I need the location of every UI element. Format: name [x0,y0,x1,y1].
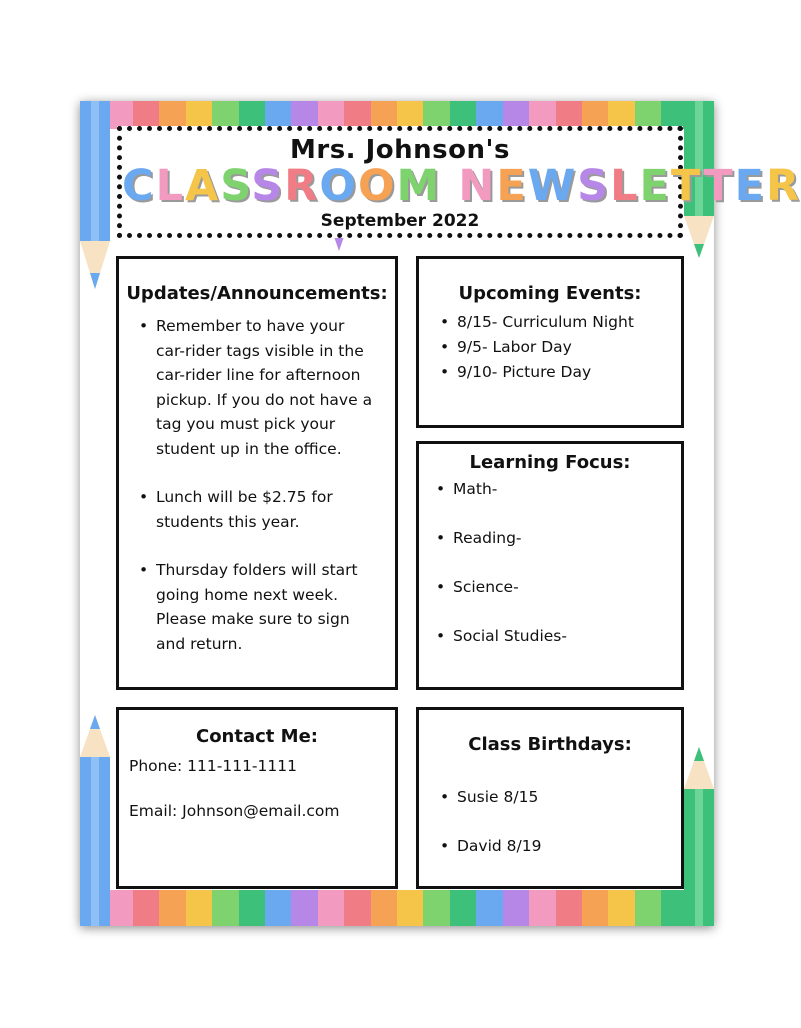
title-letter: O [357,161,397,211]
stripe [503,890,529,926]
newsletter-title [122,161,801,211]
list-item: • 9/10- Picture Day [457,360,681,385]
stripe [265,101,291,129]
stripe [450,101,476,129]
stripe [344,101,370,129]
stripe [529,890,555,926]
contact-box [116,707,398,889]
stripe [476,101,502,129]
title-letter: O [319,161,358,211]
rainbow-stripes-bottom [80,890,714,926]
title-letter: S [220,161,252,211]
list-item: • 9/5- Labor Day [457,335,681,360]
title-letter: L [155,161,185,211]
stripe [503,101,529,129]
updates-box [116,256,398,690]
title-letter: E [639,161,671,211]
stripe [450,890,476,926]
blue-pencil-left-bottom-icon [80,715,110,926]
stripe [608,101,634,129]
title-letter: S [577,161,611,211]
stripe [239,890,265,926]
title-letter: T [703,161,735,211]
green-pencil-right-bottom-icon [684,747,714,926]
newsletter-header [117,126,801,238]
list-item: • David 8/19 [457,834,681,858]
stripe [106,890,132,926]
stripe [291,890,317,926]
stripe [344,890,370,926]
list-item: • Math- [453,477,681,501]
stripe [133,890,159,926]
contact-heading: Contact Me: [195,726,318,747]
list-item: • Social Studies- [453,624,681,648]
stripe [608,890,634,926]
stripe [423,101,449,129]
title-letter: C [122,161,156,211]
title-letter: S [251,161,285,211]
stripe [106,101,132,129]
stripe [212,890,238,926]
title-letter: L [610,161,640,211]
focus-heading: Learning Focus: [469,452,631,473]
stripe [423,890,449,926]
list-item: • Susie 8/15 [457,785,681,809]
stripe [397,101,423,129]
title-letter: R [765,161,801,211]
birthdays-heading: Class Birthdays: [468,734,632,755]
stripe [635,101,661,129]
stripe [556,890,582,926]
list-item: • Science- [453,575,681,599]
stripe [397,890,423,926]
stripe [318,101,344,129]
stripe [476,890,502,926]
stripe [371,890,397,926]
stripe [265,890,291,926]
title-letter: T [670,161,704,211]
list-item: • Remember to have your car-rider tags visible in the car-rider line for afternoon pickup. If you do not have a tag you must pick your student up in the office. [156,314,377,461]
stripe [318,890,344,926]
stripe [529,101,555,129]
contact-phone: Phone: 111-111-1111 [129,757,297,775]
stripe [186,101,212,129]
stripe [556,101,582,129]
rainbow-stripes-top [80,101,714,129]
stripe [371,101,397,129]
newsletter-page [80,101,801,926]
events-heading: Upcoming Events: [458,283,642,304]
list-item: • Thursday folders will start going home next week. Please make sure to sign and return. [156,558,377,656]
title-letter: R [284,161,320,211]
events-box [416,256,684,428]
stripe [582,890,608,926]
focus-box [416,441,684,690]
list-item: • Lunch will be $2.75 for students this year. [156,485,377,534]
stripe [186,890,212,926]
title-letter: E [734,161,766,211]
title-letter: W [527,161,578,211]
stripe [212,101,238,129]
title-letter: M [396,161,442,211]
blue-pencil-icon [80,101,110,291]
stripe [239,101,265,129]
stripe [291,101,317,129]
stripe [133,101,159,129]
contact-email: Email: Johnson@email.com [129,802,340,820]
stripe [635,890,661,926]
title-letter: A [184,161,221,211]
birthdays-box [416,707,684,889]
stripe [159,890,185,926]
teacher-name: Mrs. Johnson's [290,135,510,165]
list-item: • Reading- [453,526,681,550]
title-letter [441,161,458,211]
stripe [582,101,608,129]
newsletter-date: September 2022 [320,211,480,231]
title-letter: E [496,161,528,211]
list-item: • 8/15- Curriculum Night [457,310,681,335]
title-letter: N [458,161,497,211]
updates-heading: Updates/Announcements: [126,283,388,304]
stripe [159,101,185,129]
